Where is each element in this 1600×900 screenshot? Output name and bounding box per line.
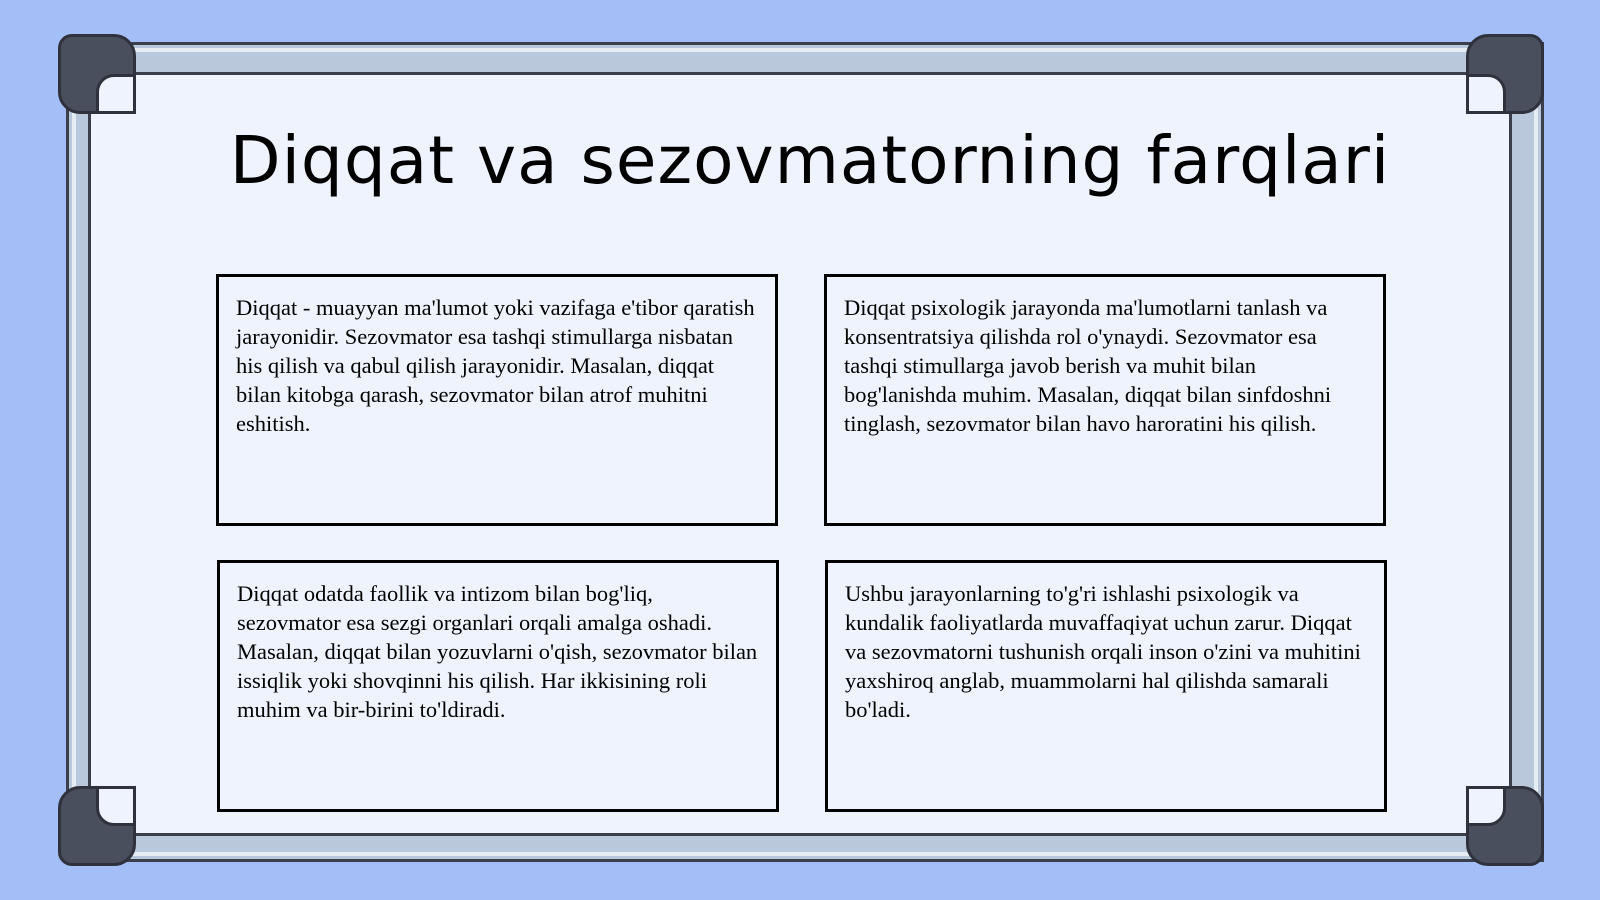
- text-card-4: Ushbu jarayonlarning to'g'ri ishlashi psixologik va kundalik faoliyatlarda muvaffaqiyat uchun zarur. Diqqat va sezovmatorni tushunish orqali inson o'zini va muhitini yaxshiroq anglab, muammolarni hal qilishda samarali bo'ladi.: [825, 560, 1387, 812]
- frame-corner-bottom-right: [1466, 786, 1544, 866]
- slide-title: Diqqat va sezovmatorning farqlari: [229, 122, 1391, 199]
- frame-corner-bottom-left: [58, 786, 136, 866]
- frame-corner-top-left: [58, 34, 136, 114]
- text-card-1: Diqqat - muayyan ma'lumot yoki vazifaga e'tibor qaratish jarayonidir. Sezovmator esa tashqi stimullarga nisbatan his qilish va qabul qilish jarayonidir. Masalan, diqqat bilan kitobga qarash, sezovmator bilan atrof muhitni eshitish.: [216, 274, 778, 526]
- frame-corner-top-right: [1466, 34, 1544, 114]
- text-card-2: Diqqat psixologik jarayonda ma'lumotlarni tanlash va konsentratsiya qilishda rol o'ynaydi. Sezovmator esa tashqi stimullarga javob berish va muhit bilan bog'lanishda muhim. Masalan, diqqat bilan sinfdoshni tinglash, sezovmator bilan havo haroratini his qilish.: [824, 274, 1386, 526]
- text-card-3: Diqqat odatda faollik va intizom bilan bog'liq, sezovmator esa sezgi organlari orqali amalga oshadi. Masalan, diqqat bilan yozuvlarni o'qish, sezovmator bilan issiqlik yoki shovqinni his qilish. Har ikkisining roli muhim va bir-birini to'ldiradi.: [217, 560, 779, 812]
